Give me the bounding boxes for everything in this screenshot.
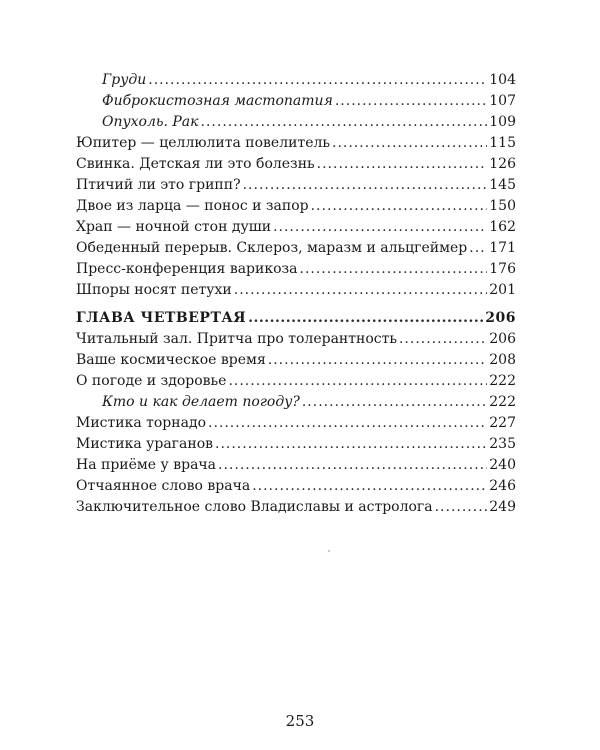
toc-entry [76, 154, 516, 175]
toc-entry [76, 259, 516, 280]
dot-leader [335, 91, 487, 112]
toc-entry-page: 104 [489, 72, 516, 88]
toc-entry-page: 246 [489, 478, 516, 494]
dot-leader [148, 70, 487, 91]
dot-leader [208, 413, 487, 434]
toc-entry [76, 70, 516, 91]
dot-leader [201, 112, 488, 133]
toc-entry-page: 150 [489, 198, 516, 214]
toc-entry-title: Заключительное слово Владиславы и астролога [76, 499, 433, 515]
dot-leader [268, 350, 487, 371]
toc-entry [76, 392, 516, 413]
toc-entry-page: 222 [489, 373, 516, 389]
toc-entry-page: 249 [489, 499, 516, 515]
toc-entry [76, 133, 516, 154]
toc-entry [76, 112, 516, 133]
toc-group-a [76, 70, 516, 301]
toc-entry-title: Мистика торнадо [76, 415, 206, 431]
toc-entry-title: ГЛАВА ЧЕТВЕРТАЯ [76, 310, 247, 326]
dot-leader [399, 329, 487, 350]
toc-entry [76, 196, 516, 217]
toc-entry-page: 206 [485, 310, 516, 326]
dot-leader [252, 476, 487, 497]
dot-leader [228, 371, 487, 392]
toc-entry [76, 371, 516, 392]
toc-entry-page: 176 [489, 261, 516, 277]
toc-entry-title: Храп — ночной стон души [76, 219, 272, 235]
toc-entry-page: 235 [489, 436, 516, 452]
dot-leader [302, 392, 487, 413]
print-speck [328, 550, 330, 552]
toc-entry-title: Свинка. Детская ли это болезнь [76, 156, 315, 172]
chapter-heading [76, 308, 516, 329]
dot-leader [332, 133, 487, 154]
toc-entry [76, 455, 516, 476]
toc-entry-page: 126 [489, 156, 516, 172]
toc-entry [76, 413, 516, 434]
toc-entry-page: 206 [489, 331, 516, 347]
toc-entry [76, 91, 516, 112]
toc-entry-title: Мистика ураганов [76, 436, 213, 452]
toc-entry-title: Пресс-конференция варикоза [76, 261, 298, 277]
dot-leader [273, 217, 487, 238]
toc-entry [76, 238, 516, 259]
toc-entry-page: 171 [489, 240, 516, 256]
toc-entry-page: 201 [489, 282, 516, 298]
toc-entry-title: Отчаянное слово врача [76, 478, 251, 494]
toc-entry-title: Читальный зал. Притча про толерантность [76, 331, 397, 347]
toc-entry [76, 175, 516, 196]
toc-entry-title: На приёме у врача [76, 457, 217, 473]
toc-entry [76, 329, 516, 350]
toc-entry-title: Двое из ларца — понос и запор [76, 198, 309, 214]
toc-entry [76, 280, 516, 301]
toc-entry [76, 476, 516, 497]
toc-group-b [76, 308, 516, 518]
toc-entry-page: 162 [489, 219, 516, 235]
dot-leader [234, 280, 488, 301]
toc-entry-title: О погоде и здоровье [76, 373, 227, 389]
toc-entry-page: 109 [489, 114, 516, 130]
toc-entry-page: 222 [489, 394, 516, 410]
page-number: 253 [285, 712, 315, 730]
toc-entry [76, 350, 516, 371]
toc-entry [76, 434, 516, 455]
toc-entry-page: 115 [489, 135, 516, 151]
dot-leader [215, 434, 487, 455]
dot-leader [469, 238, 487, 259]
toc-entry-page: 240 [489, 457, 516, 473]
dot-leader [248, 308, 483, 329]
toc-entry-title: Шпоры носят петухи [76, 282, 232, 298]
toc-entry-title: Кто и как делает погоду? [102, 394, 300, 410]
toc-entry-page: 208 [489, 352, 516, 368]
toc-entry [76, 497, 516, 518]
dot-leader [317, 154, 488, 175]
toc-entry-title: Опухоль. Рак [102, 114, 199, 130]
toc-entry-page: 227 [489, 415, 516, 431]
dot-leader [435, 497, 488, 518]
toc-entry-title: Груди [102, 72, 147, 88]
dot-leader [311, 196, 488, 217]
toc-entry-page: 107 [489, 93, 516, 109]
toc-entry-title: Птичий ли это грипп? [76, 177, 241, 193]
toc-entry-title: Юпитер — целлюлита повелитель [76, 135, 330, 151]
dot-leader [243, 175, 488, 196]
toc-entry-title: Обеденный перерыв. Склероз, маразм и альцгеймер [76, 240, 468, 256]
dot-leader [300, 259, 488, 280]
toc-entry-title: Ваше космическое время [76, 352, 266, 368]
toc-entry-page: 145 [489, 177, 516, 193]
toc-entry [76, 217, 516, 238]
dot-leader [218, 455, 487, 476]
toc-entry-title: Фиброкистозная мастопатия [102, 93, 333, 109]
